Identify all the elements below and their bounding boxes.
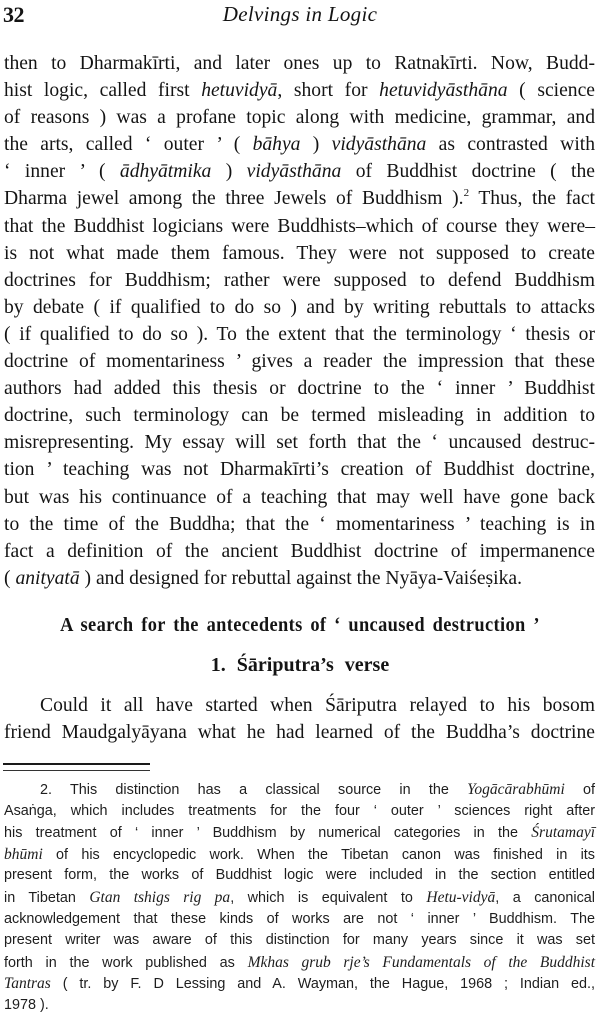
text-run: Thus, the fact	[469, 188, 595, 210]
text-run: ( tr. by F. D Lessing and A. Wayman, the Hague, 1968 ; Indian ed.,	[50, 976, 595, 993]
text-line	[4, 131, 595, 158]
footnote-line	[4, 801, 595, 823]
text-line	[4, 348, 595, 375]
text-line	[4, 565, 595, 592]
italic-term: vidyāsthāna	[331, 134, 427, 156]
text-run: forth in the work published as	[4, 954, 248, 971]
text-run: 2. This distinction has a classical source in the	[40, 782, 468, 798]
text-run: as contrasted with	[426, 134, 595, 156]
text-run: fact a definition of the ancient Buddhist doctrine of impermanence	[4, 540, 595, 562]
text-run: , which is equivalent to	[230, 889, 427, 906]
text-run: )	[300, 134, 332, 156]
italic-term: anityatā	[15, 567, 80, 589]
text-run: acknowledgement that these kinds of works are not ‘ inner ’ Buddhism. The	[4, 910, 595, 927]
italic-term: hetuvidyā	[201, 80, 278, 102]
footnote-line	[4, 930, 595, 952]
footnote-line	[4, 952, 595, 974]
text-run: but was his continuance of a teaching that may well have gone back	[4, 486, 595, 508]
italic-term: hetuvidyāsthāna	[379, 80, 508, 102]
text-line	[4, 429, 595, 456]
text-line	[4, 511, 595, 538]
text-line	[4, 158, 595, 185]
text-line	[4, 321, 595, 348]
text-run: doctrine of momentariness ’ gives a reader the impression that these	[4, 351, 595, 373]
text-run: Dharma jewel among the three Jewels of Buddhism ).	[4, 188, 464, 210]
italic-term: Tantras	[4, 975, 51, 993]
italic-term: Gtan tshigs rig pa	[89, 888, 231, 906]
text-line	[4, 538, 595, 565]
text-run: of reasons ) was a profane topic along with medicine, grammar, and	[4, 107, 595, 129]
text-run: in Tibetan	[4, 889, 90, 906]
text-run: (	[4, 567, 16, 589]
text-line	[4, 402, 595, 429]
footnote-line	[4, 909, 595, 931]
text-run: is not what made them famous. They were not supposed to create	[4, 242, 595, 264]
italic-term: ādhyātmika	[119, 161, 212, 183]
text-run: , a canonical	[495, 889, 595, 906]
footnote-line	[4, 865, 595, 887]
subsection-heading: 1. Śāriputra’s verse	[210, 654, 390, 676]
text-run: 1978 ).	[4, 996, 49, 1013]
text-run: doctrines for Buddhism; rather were supposed to defend Buddhism	[4, 269, 595, 291]
text-run: authors had added this thesis or doctrine to the ‘ inner ’ Buddhist	[4, 378, 595, 400]
text-line	[4, 484, 595, 511]
text-run: ) and designed for rebuttal against the Nyāya-Vaiśeṣika.	[79, 567, 522, 589]
italic-term: bhūmi	[4, 845, 43, 863]
text-run: by debate ( if qualified to do so ) and by writing rebuttals to attacks	[4, 296, 595, 318]
footnote-line	[4, 822, 595, 844]
text-line	[4, 456, 595, 483]
text-line	[4, 375, 595, 402]
text-run: present writer was aware of this distinction for many years since it was set	[4, 932, 595, 949]
text-run: )	[211, 161, 247, 183]
running-title: Delvings in Logic	[222, 2, 378, 26]
italic-term: bāhya	[252, 134, 301, 156]
text-line	[4, 213, 595, 240]
footnote-line	[4, 844, 595, 866]
footnote-2	[4, 779, 595, 1017]
text-run: ( science	[507, 80, 595, 102]
page-number: 32	[3, 2, 24, 27]
italic-term: Mkhas grub rje’s Fundamentals of the Buddhist	[247, 953, 595, 971]
text-line	[4, 185, 595, 212]
text-run: to the time of the Buddha; that the ‘ momentariness ’ teaching is in	[4, 513, 595, 535]
footnote-line	[4, 779, 595, 801]
text-line	[4, 104, 595, 131]
text-run: that the Buddhist logicians were Buddhists–which of course they were–	[4, 215, 595, 237]
text-line	[4, 267, 595, 294]
italic-term: Yogācārabhūmi	[467, 781, 565, 798]
footnote-line	[4, 973, 595, 995]
footnote-rule	[3, 763, 150, 771]
text-line	[4, 294, 595, 321]
paragraph-2	[4, 692, 595, 746]
italic-term: Śrutamayī	[531, 824, 595, 842]
paragraph-line: Could it all have started when Śāriputra relayed to his bosom	[40, 695, 595, 716]
text-run: then to Dharmakīrti, and later ones up to Ratnakīrti. Now, Budd-	[4, 53, 595, 74]
running-head	[0, 2, 600, 30]
text-run: ( if qualified to do so ). To the extent that the terminology ‘ thesis or	[4, 323, 595, 345]
italic-term: vidyāsthāna	[246, 161, 342, 183]
text-line	[4, 240, 595, 267]
text-run: his treatment of ‘ inner ’ Buddhism by numerical categories in the	[4, 825, 532, 842]
section-heading: A search for the antecedents of ‘ uncaused destruction ’	[60, 614, 540, 636]
text-run: ‘ inner ’ (	[4, 161, 120, 183]
text-run: the arts, called ‘ outer ’ (	[4, 134, 253, 156]
text-run: of his encyclopedic work. When the Tibetan canon was finished in its	[42, 846, 595, 863]
text-run: present form, the works of Buddhist logic were included in the section entitled	[4, 867, 595, 884]
text-run: misrepresenting. My essay will set forth that the ‘ uncaused destruc-	[4, 432, 595, 454]
text-run: of Buddhist doctrine ( the	[341, 161, 595, 183]
text-run: hist logic, called first	[4, 80, 202, 102]
footnote-line	[4, 887, 595, 909]
text-line	[4, 77, 595, 104]
text-run: Asaṅga, which includes treatments for the four ‘ outer ’ sciences right after	[4, 802, 595, 819]
text-run: tion ’ teaching was not Dharmakīrti’s creation of Buddhist doctrine,	[4, 459, 595, 481]
footnote-reference: 2	[463, 187, 470, 200]
text-run: , short for	[277, 80, 380, 102]
body-paragraph	[4, 50, 595, 592]
text-run: doctrine, such terminology can be termed misleading in addition to	[4, 405, 595, 427]
text-run: of	[564, 782, 595, 798]
italic-term: Hetu-vidyā	[426, 888, 496, 906]
text-line	[4, 50, 595, 77]
paragraph-line: friend Maudgalyāyana what he had learned of the Buddha’s doctrine	[4, 722, 595, 744]
footnote-line	[4, 995, 595, 1017]
